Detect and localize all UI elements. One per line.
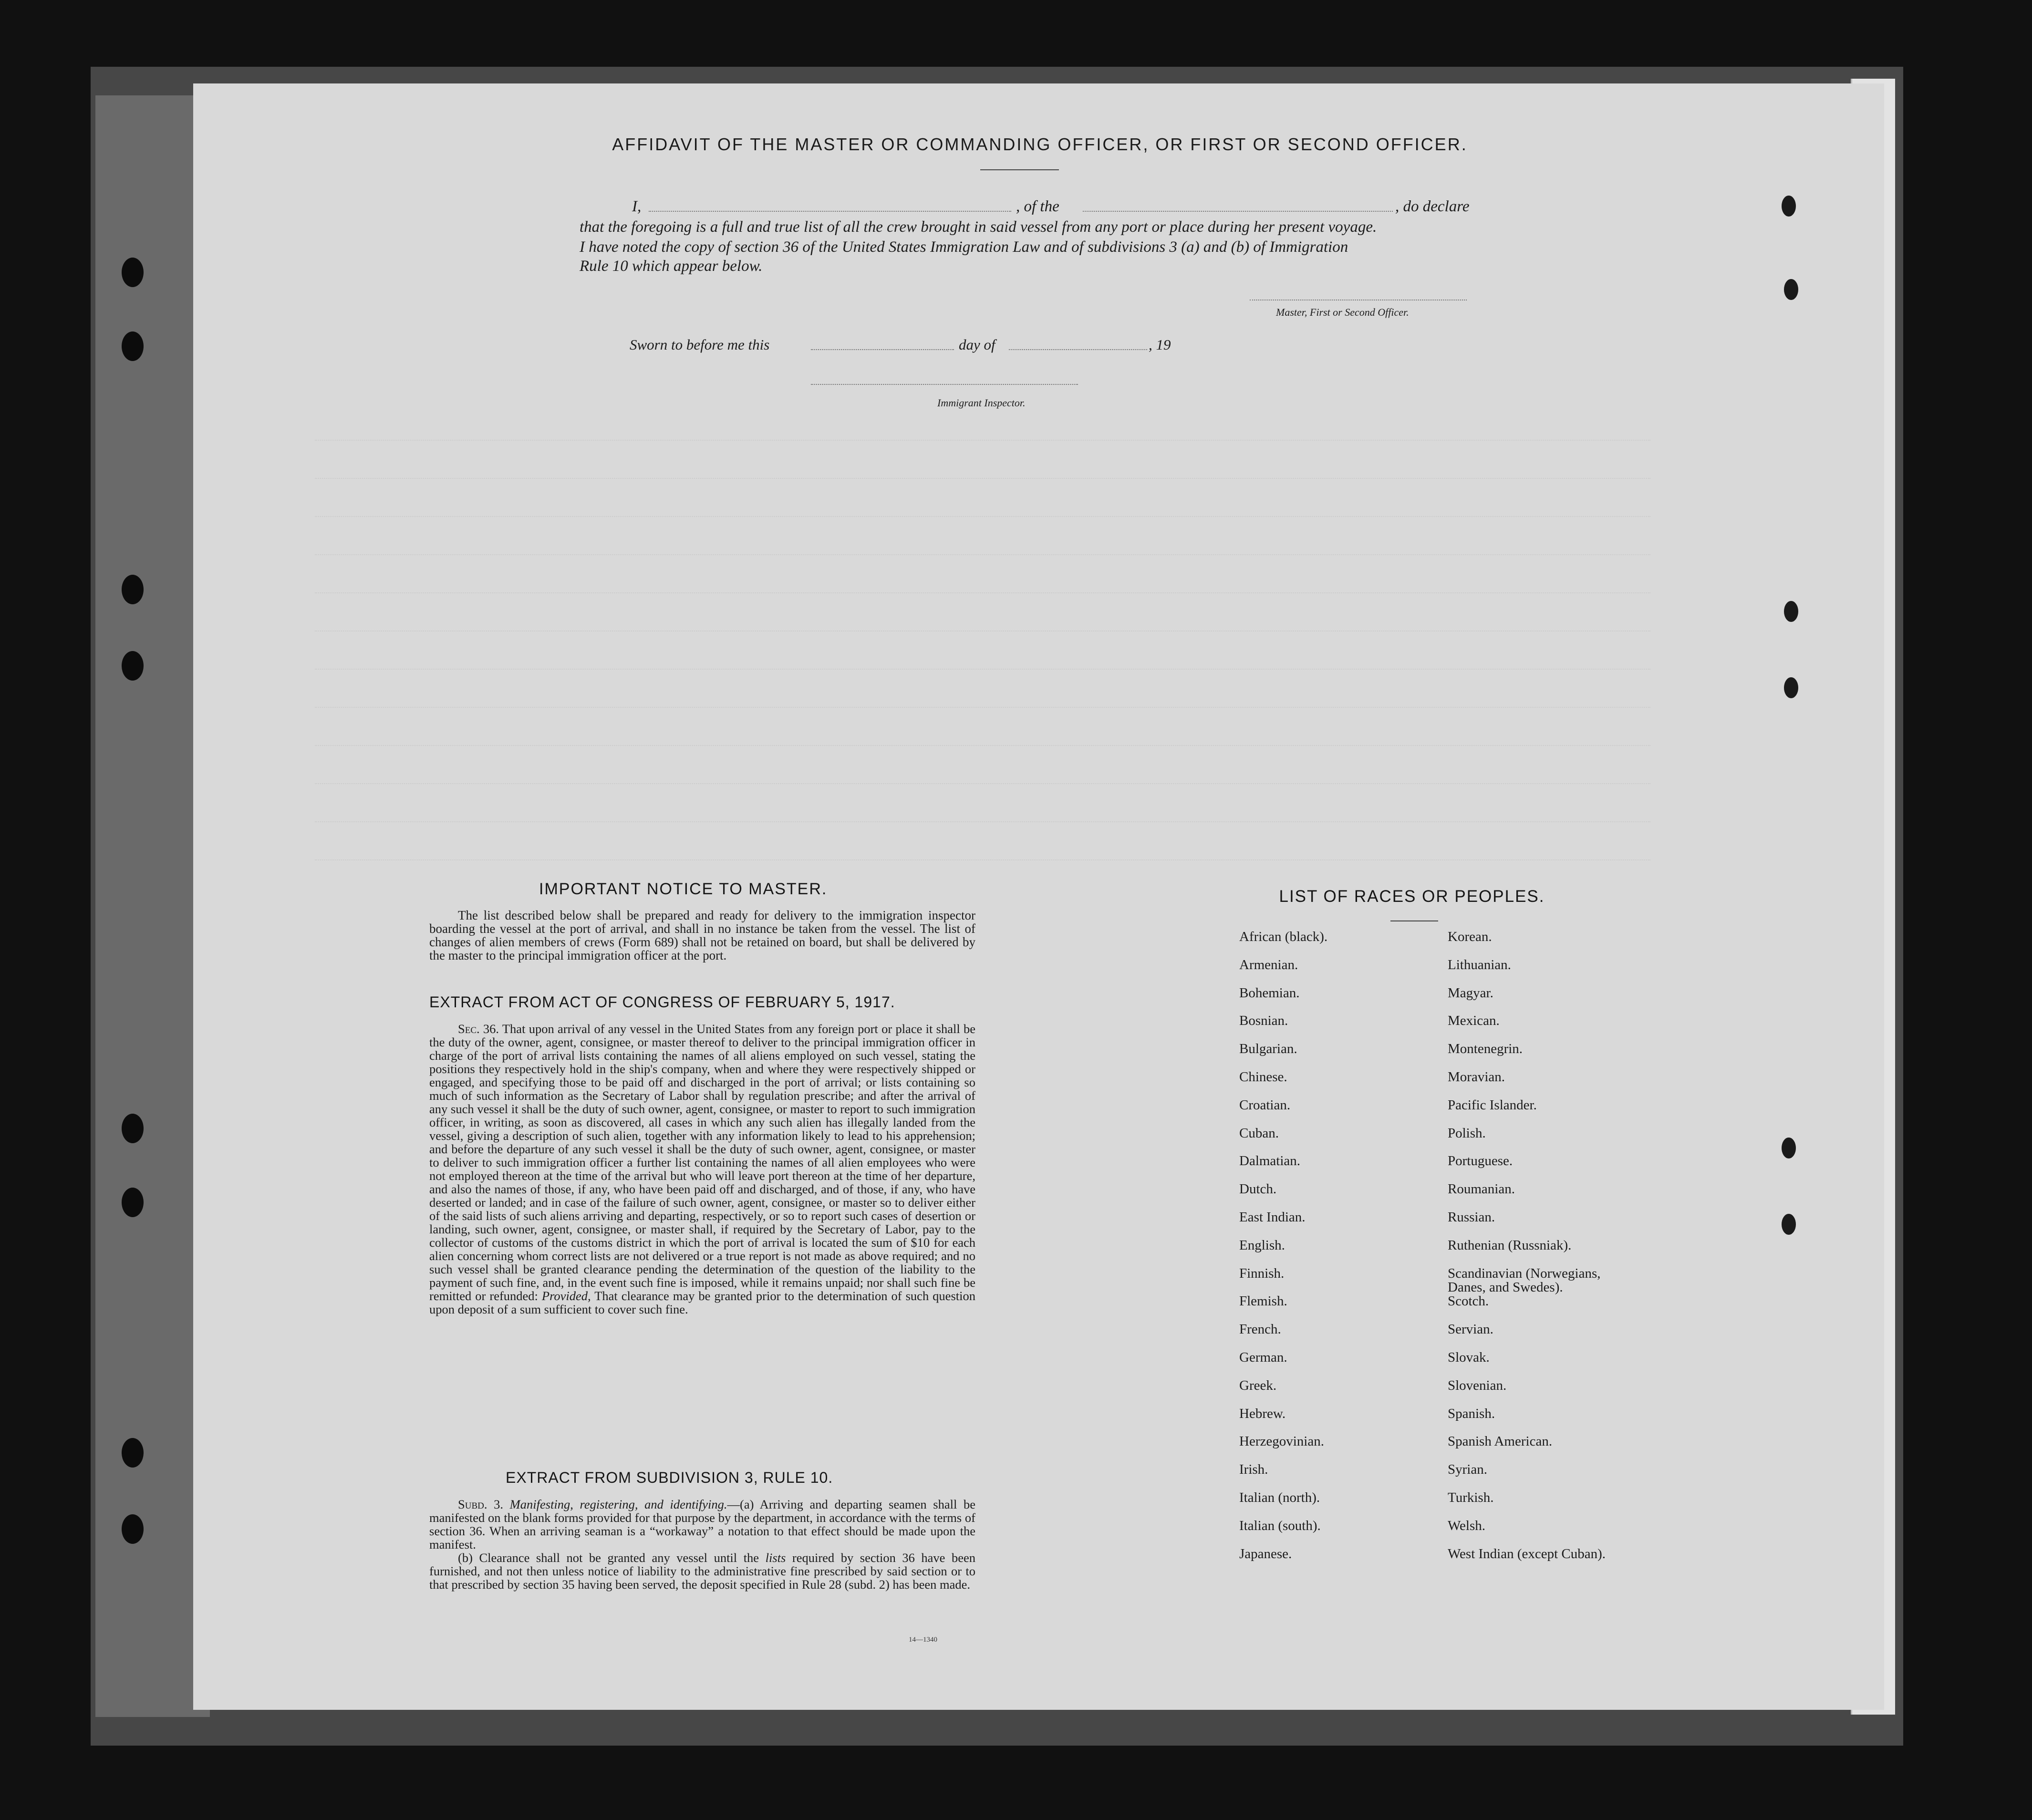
race-item: Greek. bbox=[1239, 1377, 1277, 1393]
para-b-rest: required by section 36 have been furnished, and not then unless notice of liability to the administrative fine prescribed by said section or to that prescribed by section 35 having been served, the deposit specified in Rule 28 (subd. 2) has been made. bbox=[429, 1551, 975, 1592]
race-item: East Indian. bbox=[1239, 1209, 1306, 1225]
page-hole bbox=[1782, 1138, 1796, 1158]
race-item: African (black). bbox=[1239, 929, 1328, 944]
year-prefix: , 19 bbox=[1149, 336, 1171, 353]
race-item: Dalmatian. bbox=[1239, 1153, 1301, 1169]
race-item: Pacific Islander. bbox=[1448, 1097, 1537, 1113]
affidavit-of-the: , of the bbox=[1016, 198, 1059, 215]
show-through-row bbox=[315, 582, 1650, 593]
binder-hole bbox=[122, 258, 144, 287]
race-item: Slovak. bbox=[1448, 1349, 1490, 1365]
race-item: Hebrew. bbox=[1239, 1406, 1286, 1421]
binder-hole bbox=[122, 331, 144, 361]
show-through-row bbox=[315, 429, 1650, 441]
page-hole bbox=[1784, 677, 1798, 698]
races-column-1 bbox=[1239, 930, 1449, 1575]
vessel-blank[interactable] bbox=[1083, 211, 1393, 212]
show-through-row bbox=[315, 467, 1650, 479]
race-item: English. bbox=[1239, 1237, 1285, 1253]
race-item: Turkish. bbox=[1448, 1489, 1494, 1505]
race-item: Herzegovinian. bbox=[1239, 1434, 1324, 1449]
signature-label: Master, First or Second Officer. bbox=[1276, 306, 1409, 318]
show-through-row bbox=[315, 506, 1650, 517]
race-item: Korean. bbox=[1448, 929, 1492, 944]
page-hole bbox=[1782, 1214, 1796, 1235]
binder-hole bbox=[122, 1514, 144, 1544]
race-item: Montenegrin. bbox=[1448, 1041, 1523, 1057]
affidavit-declare: , do declare bbox=[1395, 198, 1470, 215]
race-item: Italian (south). bbox=[1239, 1518, 1321, 1533]
races-column-2 bbox=[1448, 930, 1658, 1575]
race-item: French. bbox=[1239, 1322, 1281, 1337]
form-number: 14—1340 bbox=[909, 1636, 937, 1644]
subd-label: Subd. 3. bbox=[458, 1497, 504, 1511]
race-item: Dutch. bbox=[1239, 1181, 1277, 1197]
section-label: Sec. 36. bbox=[458, 1022, 499, 1036]
act-extract-title: EXTRACT FROM ACT OF CONGRESS OF FEBRUARY 5, 1917. bbox=[429, 993, 895, 1011]
binder-hole bbox=[122, 651, 144, 681]
show-through-row bbox=[315, 734, 1650, 746]
race-item: Welsh. bbox=[1448, 1518, 1486, 1533]
inspector-label: Immigrant Inspector. bbox=[937, 397, 1026, 409]
month-blank[interactable] bbox=[1009, 349, 1147, 350]
para-b-lists: lists bbox=[765, 1551, 786, 1565]
race-item: Moravian. bbox=[1448, 1069, 1505, 1085]
race-item: Japanese. bbox=[1239, 1546, 1292, 1561]
rule-extract-title: EXTRACT FROM SUBDIVISION 3, RULE 10. bbox=[506, 1469, 833, 1486]
race-item: Spanish American. bbox=[1448, 1434, 1553, 1449]
binder-hole bbox=[122, 1114, 144, 1143]
affidavit-i: I, bbox=[632, 198, 642, 215]
race-item: Portuguese. bbox=[1448, 1153, 1513, 1169]
race-item: Scotch. bbox=[1448, 1293, 1489, 1309]
para-b-prefix: (b) Clearance shall not be granted any vessel until the bbox=[458, 1551, 759, 1565]
show-through-row bbox=[315, 773, 1650, 784]
race-item: Mexican. bbox=[1448, 1013, 1500, 1029]
show-through-row bbox=[315, 849, 1650, 860]
sworn-text: Sworn to before me this bbox=[630, 336, 770, 353]
notice-text: The list described below shall be prepared and ready for delivery to the immigration inspector boarding the vessel at the port of arrival, and shall in no instance be taken from the vessel. The list of changes of alien members of crews (Form 689) shall not be retained on board, but shall be delivered by the master to the principal immigration officer at the port. bbox=[429, 908, 975, 962]
proviso-text: That clearance may be granted prior to the determination of such question upon deposit of a sum sufficient to cover such fine. bbox=[429, 1289, 975, 1316]
race-item: Croatian. bbox=[1239, 1097, 1291, 1113]
race-item: Irish. bbox=[1239, 1462, 1268, 1478]
race-item: Magyar. bbox=[1448, 985, 1493, 1001]
affidavit-title: AFFIDAVIT OF THE MASTER OR COMMANDING OFFICER, OR FIRST OR SECOND OFFICER. bbox=[612, 134, 1468, 154]
notice-title: IMPORTANT NOTICE TO MASTER. bbox=[539, 880, 828, 898]
race-item: Scandinavian (Norwegians, Danes, and Swedes). bbox=[1448, 1265, 1601, 1295]
race-item: Syrian. bbox=[1448, 1462, 1487, 1478]
show-through-row bbox=[315, 620, 1650, 631]
rule-extract-text bbox=[429, 1498, 975, 1591]
race-item: Flemish. bbox=[1239, 1293, 1287, 1309]
race-item: Slovenian. bbox=[1448, 1377, 1507, 1393]
race-item: Bohemian. bbox=[1239, 985, 1300, 1001]
binder-hole bbox=[122, 1438, 144, 1468]
affidavit-line4: Rule 10 which appear below. bbox=[580, 258, 763, 275]
race-item: Ruthenian (Russniak). bbox=[1448, 1237, 1572, 1253]
day-blank[interactable] bbox=[811, 349, 954, 350]
race-item: Cuban. bbox=[1239, 1125, 1279, 1141]
act-extract-text bbox=[429, 1022, 975, 1316]
day-of-text: day of bbox=[959, 336, 995, 353]
binder-strip bbox=[95, 95, 210, 1717]
section-36-text: That upon arrival of any vessel in the United States from any foreign port or place it shall be the duty of the owner, agent, consignee, or master thereof to deliver to the principal immigration officer in charge of the port of arrival lists containing the names of all aliens employed on such vessel, stating the positions they respectively hold in the ship's company, when and where they were respectively shipped or engaged, and specifying those to be paid off and discharged in the port of arrival; or lists containing so much of such information as the Secretary of Labor shall by regulation prescribe; and after the arrival of any such vessel it shall be the duty of such owner, agent, consignee, or master to report to such immigration officer, in writing, as soon as discovered, all cases in which any such alien has illegally landed from the vessel, giving a description of such alien, together with any information likely to lead to his apprehension; and before the departure of any such vessel it shall be the duty of such owner, agent, consignee, or master to deliver to such immigration officer a further list containing the names of all alien employees who were not employed thereon at the time of the arrival but who will leave port thereon at the time of her departure, and also the names of those, if any, who have been paid off and discharged, and of those, if any, who have deserted or landed; and in case of the failure of such owner, agent, consignee, or master so to deliver either of the said lists of such aliens arriving and departing, respectively, or so to report such cases of desertion or landing, such owner, agent, consignee, or master shall, if required by the Secretary of Labor, pay to the collector of customs of the customs district in which the port of arrival is located the sum of $10 for each alien concerning whom correct lists are not delivered or a true report is not made as above required; and no such vessel shall be granted clearance pending the determination of the question of the liability to the payment of such fine, and, in the event such fine is imposed, while it remains unpaid; nor shall such fine be remitted or refunded: bbox=[429, 1022, 975, 1303]
proviso-word: Provided, bbox=[541, 1289, 591, 1303]
race-item: Roumanian. bbox=[1448, 1181, 1515, 1197]
show-through-row bbox=[315, 544, 1650, 555]
page-hole bbox=[1784, 601, 1798, 622]
race-item: Polish. bbox=[1448, 1125, 1486, 1141]
race-item: German. bbox=[1239, 1349, 1287, 1365]
affidavit-line2: that the foregoing is a full and true list of all the crew brought in said vessel from any port or place during her present voyage. bbox=[580, 218, 1377, 236]
para-a: —(a) Arriving and departing seamen shall be manifested on the blank forms provided for that purpose by the department, in accordance with the terms of section 36. When an arriving seaman is a “workaway” a notation to that effect should be made upon the manifest. bbox=[429, 1497, 975, 1551]
affidavit-line3: I have noted the copy of section 36 of the United States Immigration Law and of subdivisions 3 (a) and (b) of Immigration bbox=[580, 238, 1348, 256]
page-hole bbox=[1784, 279, 1798, 300]
race-item: Lithuanian. bbox=[1448, 957, 1511, 972]
races-title: LIST OF RACES OR PEOPLES. bbox=[1279, 887, 1545, 906]
show-through-row bbox=[315, 696, 1650, 708]
title-rule bbox=[980, 169, 1059, 170]
binder-hole bbox=[122, 1188, 144, 1217]
race-item: Italian (north). bbox=[1239, 1489, 1320, 1505]
race-item: West Indian (except Cuban). bbox=[1448, 1546, 1606, 1561]
show-through-row bbox=[315, 811, 1650, 822]
race-item: Armenian. bbox=[1239, 957, 1298, 972]
name-blank[interactable] bbox=[649, 211, 1011, 212]
race-item: Russian. bbox=[1448, 1209, 1495, 1225]
race-item: Finnish. bbox=[1239, 1265, 1285, 1281]
race-item: Spanish. bbox=[1448, 1406, 1495, 1421]
binder-hole bbox=[122, 575, 144, 604]
subd-heading: Manifesting, registering, and identifying. bbox=[509, 1497, 727, 1511]
race-item: Bulgarian. bbox=[1239, 1041, 1297, 1057]
inspector-blank[interactable] bbox=[811, 384, 1078, 385]
race-item: Servian. bbox=[1448, 1322, 1493, 1337]
race-item: Bosnian. bbox=[1239, 1013, 1288, 1029]
race-item: Chinese. bbox=[1239, 1069, 1287, 1085]
page-hole bbox=[1782, 196, 1796, 217]
races-title-rule bbox=[1390, 920, 1438, 921]
show-through-row bbox=[315, 658, 1650, 670]
